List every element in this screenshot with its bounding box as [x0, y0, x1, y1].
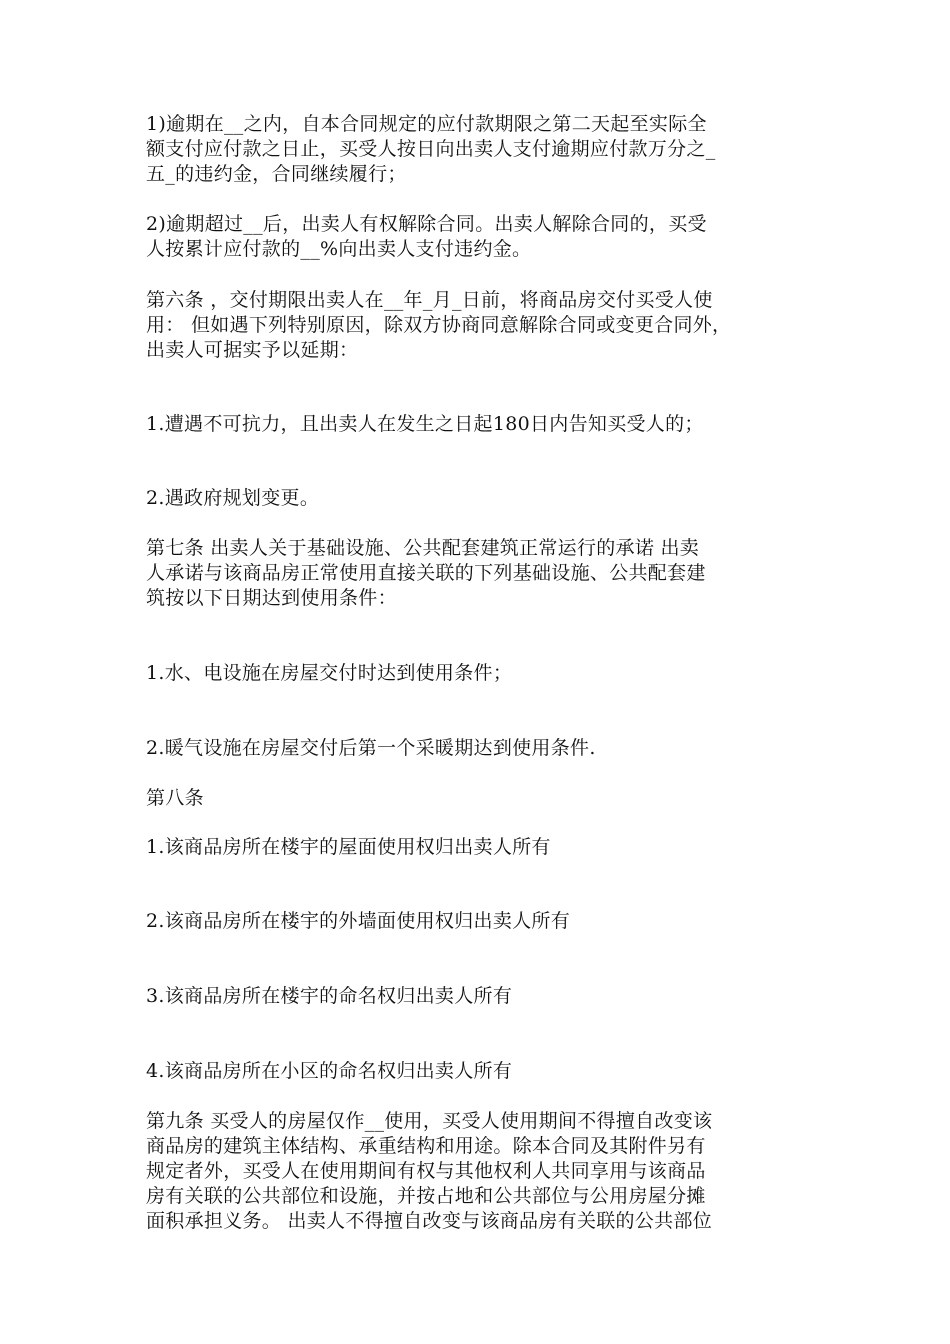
paragraph-community-naming: [146, 1059, 811, 1084]
text-line: 额支付应付款之日止，买受人按日向出卖人支付逾期应付款万分之_: [146, 138, 716, 160]
text-line: 4.该商品房所在小区的命名权归出卖人所有: [146, 1060, 513, 1082]
text-line: 规定者外，买受人在使用期间有权与其他权利人共同享用与该商品: [146, 1160, 706, 1182]
text-line: 1.该商品房所在楼宇的屋面使用权归出卖人所有: [146, 836, 551, 858]
text-line: 2.遇政府规划变更。: [146, 487, 320, 509]
text-line: 2.该商品房所在楼宇的外墙面使用权归出卖人所有: [146, 910, 571, 932]
text-line: 2)逾期超过__后，出卖人有权解除合同。出卖人解除合同的，买受: [146, 213, 707, 235]
text-line: 人承诺与该商品房正常使用直接关联的下列基础设施、公共配套建: [146, 562, 706, 584]
paragraph-article-9: [146, 1109, 811, 1234]
paragraph-water-electric: [146, 661, 811, 686]
paragraph-wall-rights: [146, 909, 811, 934]
paragraph-article-8-heading: [146, 786, 811, 811]
paragraph-planning-change: [146, 486, 811, 511]
text-line: 第八条: [146, 787, 204, 809]
text-line: 1.遭遇不可抗力，且出卖人在发生之日起180日内告知买受人的；: [146, 413, 704, 435]
text-line: 2.暖气设施在房屋交付后第一个采暖期达到使用条件.: [146, 737, 596, 759]
text-line: 五_的违约金，合同继续履行；: [146, 163, 407, 185]
text-line: 出卖人可据实予以延期：: [146, 339, 359, 361]
paragraph-building-naming: [146, 984, 811, 1009]
paragraph-article-6: [146, 288, 811, 363]
text-line: 用： 但如遇下列特别原因，除双方协商同意解除合同或变更合同外，: [146, 314, 732, 336]
text-line: 3.该商品房所在楼宇的命名权归出卖人所有: [146, 985, 513, 1007]
paragraph-overdue-exceed: [146, 212, 811, 262]
text-line: 第六条 ，交付期限出卖人在__年_月_日前，将商品房交付买受人使: [146, 289, 713, 311]
text-line: 房有关联的公共部位和设施，并按占地和公共部位与公用房屋分摊: [146, 1185, 706, 1207]
text-line: 人按累计应付款的__%向出卖人支付违约金。: [146, 238, 532, 260]
text-line: 筑按以下日期达到使用条件：: [146, 587, 397, 609]
text-line: 第九条 买受人的房屋仅作__使用，买受人使用期间不得擅自改变该: [146, 1110, 713, 1132]
paragraph-roof-rights: [146, 835, 811, 860]
text-line: 商品房的建筑主体结构、承重结构和用途。除本合同及其附件另有: [146, 1135, 706, 1157]
text-line: 面积承担义务。 出卖人不得擅自改变与该商品房有关联的公共部位: [146, 1210, 713, 1232]
paragraph-overdue-within: [146, 112, 811, 187]
text-line: 1.水、电设施在房屋交付时达到使用条件；: [146, 662, 513, 684]
text-line: 第七条 出卖人关于基础设施、公共配套建筑正常运行的承诺 出卖: [146, 537, 700, 559]
text-line: 1)逾期在__之内，自本合同规定的应付款期限之第二天起至实际全: [146, 113, 707, 135]
paragraph-force-majeure: [146, 412, 811, 437]
paragraph-article-7: [146, 536, 811, 611]
paragraph-heating: [146, 736, 811, 761]
